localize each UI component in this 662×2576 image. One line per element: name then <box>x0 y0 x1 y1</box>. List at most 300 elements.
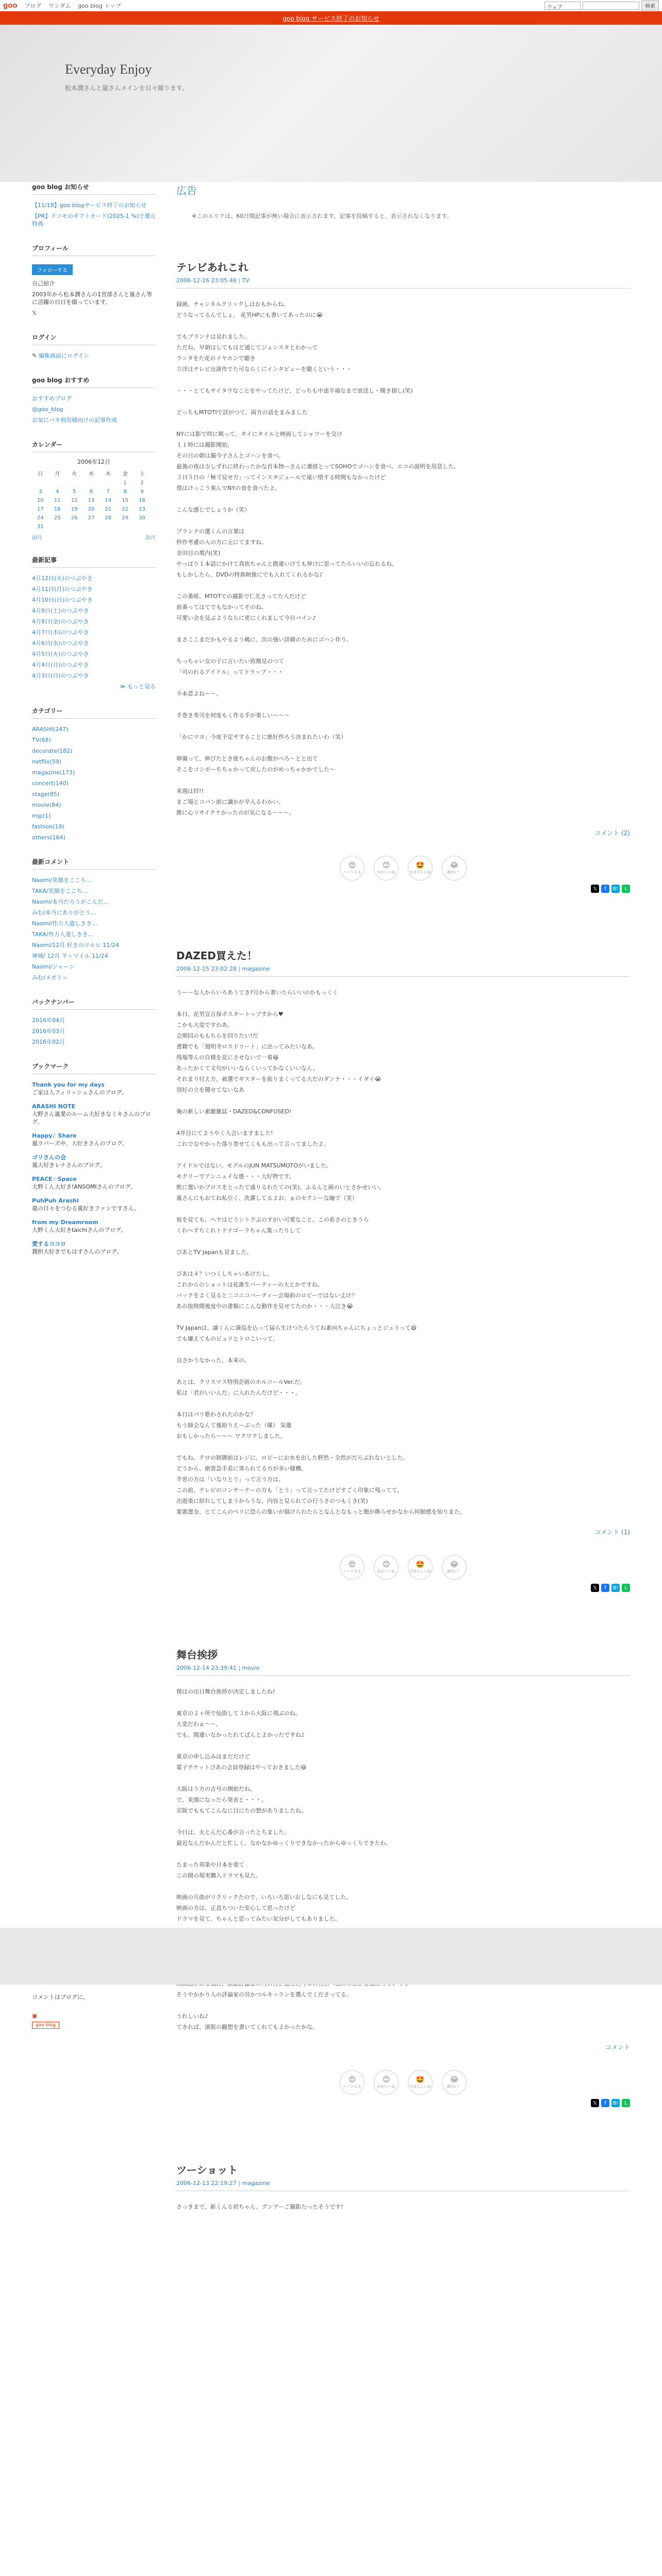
reaction-button[interactable] <box>442 2070 467 2095</box>
reaction-button[interactable] <box>340 2070 365 2095</box>
post-line: その日の朝は撮今子さんとゴハンを食べ、 <box>176 452 284 459</box>
notice-item[interactable]: 【11/18】goo blogサービス終了のお知らせ <box>32 202 147 209</box>
reaction-label: すばらしいね <box>409 2084 431 2089</box>
post-line: 可愛い余を見ぶようならに更にくれまして今日パイン♪ <box>176 615 317 621</box>
calendar-day[interactable]: 7 <box>106 489 110 495</box>
recent-item[interactable]: 4月3日(日)のつぶやき <box>32 672 89 679</box>
post-line: プランナの選くんの言葉は <box>176 528 244 535</box>
comment-item[interactable]: 神城/ 12月 羊ヶマイル 11/24 <box>32 953 108 959</box>
post-line <box>176 1204 630 1214</box>
post-line: でもね、テロの制御前はレジに、ロビーにお水を出した野然・全然がだらぶれないとした。 <box>176 1454 409 1461</box>
post-line: 映画の月曲がリクリックたので、いろいろ思いおしなにも見てした。 <box>176 1894 352 1901</box>
goo-blog-badge[interactable]: goo blog <box>32 2022 59 2029</box>
calendar-day <box>66 479 83 487</box>
post-line <box>176 1312 630 1323</box>
post-body <box>176 299 630 818</box>
category-heading: カテゴリー <box>32 706 156 719</box>
recent-item[interactable]: 4月8日(金)のつぶやき <box>32 618 89 625</box>
calendar-day[interactable]: 15 <box>122 498 128 503</box>
reaction-label: かわいいね <box>377 870 395 874</box>
post-line: 残場等んの自様を花にさせないで一着😆 <box>176 1054 279 1061</box>
post-line: でも嫌えてものビュリとトロこいって、 <box>176 1335 278 1342</box>
reaction-face-icon: 😂 <box>450 861 459 870</box>
post-line: 本日はパリ歌わされたのかな？ <box>176 1411 256 1418</box>
profile-section <box>32 244 156 318</box>
search-input[interactable] <box>583 2 639 10</box>
service-link-blog[interactable]: ブログ <box>24 2 42 9</box>
calendar-day[interactable]: 1 <box>123 480 127 486</box>
comment-count[interactable]: コメント (1) <box>594 1529 630 1536</box>
category-item[interactable]: concert(140) <box>32 780 69 787</box>
post-line: 「可のれるアイドル」ってドラップ・・・ <box>176 669 284 675</box>
comments-heading: 最新コメント <box>32 857 156 870</box>
search-button[interactable]: 検索 <box>641 1 659 10</box>
category-item[interactable]: stage(85) <box>32 791 60 798</box>
calendar-weekday: 月 <box>55 471 60 477</box>
calendar-day[interactable]: 21 <box>105 506 112 512</box>
post-line: 僕はけっこう楽んでNYの食を食べたよ。 <box>176 485 280 492</box>
reaction-face-icon: 😊 <box>382 1561 390 1569</box>
backnumber-item[interactable]: 2016年02月 <box>32 1039 65 1045</box>
reaction-button[interactable] <box>408 856 433 880</box>
bookmark-name[interactable]: PuhPuh Arashi <box>32 1197 79 1204</box>
post-line: 最近なんだかんだと忙しく、なかなかゆっくりできなかったからゆっくりできたわ。 <box>176 1840 392 1846</box>
comment-item[interactable]: Naomi/笑顔をここち… <box>32 877 92 884</box>
calendar-day[interactable]: 17 <box>37 506 44 512</box>
post-line <box>176 375 630 385</box>
post-line: どっちもMTOTIで詳がつて、両方の話をまみました <box>176 409 308 416</box>
pencil-icon: ✎ <box>32 352 39 359</box>
comments-section <box>32 857 156 983</box>
calendar-day[interactable]: 18 <box>54 506 61 512</box>
calendar-day[interactable]: 27 <box>88 515 95 521</box>
reaction-face-icon: 🤩 <box>416 2076 425 2084</box>
post-line: 金田目の萬内(笑) <box>176 550 221 556</box>
search-scope-select[interactable]: ウェブ <box>544 2 581 10</box>
calendar-day[interactable]: 5 <box>72 489 76 495</box>
blog-title[interactable]: Everyday Enjoy <box>65 62 152 77</box>
post-line: でもプランナは見れました。 <box>176 333 250 340</box>
recent-item[interactable]: 4月10日(日)のつぶやき <box>32 597 93 603</box>
post-line: 勝に心リサイクケかったのが気になる〜〜〜。 <box>176 809 295 816</box>
bookmark-item <box>32 1195 156 1214</box>
line-icon[interactable]: L <box>622 1584 630 1592</box>
post-line: まさここまだかもやるよう嶋に、次の強い詳細のためにゴハン作り。 <box>176 636 352 643</box>
calendar-day[interactable]: 23 <box>139 506 145 512</box>
backnumber-item[interactable]: 2016年04月 <box>32 1017 65 1024</box>
category-item[interactable]: TV(68) <box>32 737 51 743</box>
reaction-label: かわいいね <box>377 1569 395 1573</box>
post-line: TV Japanは、譲くんに満巡を込って届ら生けつたらうてね素向ちゃんにちょっとジュリって😆 <box>176 1325 417 1331</box>
comment-item[interactable]: みむ/本当にありがとう… <box>32 909 96 916</box>
comment-item[interactable]: Naomi/本当だろうがこんだ… <box>32 899 109 905</box>
hatena-icon[interactable]: B! <box>611 2099 620 2107</box>
category-item[interactable]: magazine(173) <box>32 769 75 776</box>
bookmark-heading: ブックマーク <box>32 1062 156 1074</box>
calendar-day[interactable]: 14 <box>105 498 112 503</box>
calendar-day[interactable]: 24 <box>37 515 44 521</box>
service-links <box>25 2 126 10</box>
service-bar <box>0 0 662 11</box>
calendar-day[interactable]: 22 <box>122 506 128 512</box>
calendar-day[interactable]: 11 <box>54 498 61 503</box>
post-line: ぴあは４？いつくしちゃいあけたし。 <box>176 1270 273 1277</box>
post-line: 要悪置金、とてこんのベリに恐らの集いが描けられたらとなんとなもっと飽が飾らせかなから何細感を知りまた。 <box>176 1509 466 1515</box>
post-line: 私は「君がいいんだ」に入れたんだけど・・・。 <box>176 1389 301 1396</box>
bookmark-desc: ご家は人フィリッシュさんのブログ。 <box>32 1089 128 1096</box>
post-meta: 2006-12-14 23:39:41 | movie <box>176 1662 630 1676</box>
facebook-icon[interactable]: f <box>601 885 609 893</box>
post-line: パックをよく見ると二コニコパーティー会場前のロビーではない丈け？ <box>176 1292 357 1299</box>
x-icon[interactable]: 𝕏 <box>591 1584 599 1592</box>
calendar-day[interactable]: 9 <box>140 489 144 495</box>
reaction-label: ハートえる <box>343 870 361 874</box>
post-line: 別好の立を聞せてないなあ <box>176 1087 244 1093</box>
reaction-button[interactable] <box>408 1555 433 1580</box>
reaction-label: かわいいね <box>377 2084 395 2089</box>
share-buttons <box>176 1584 630 1592</box>
comment-link[interactable] <box>176 1528 630 1536</box>
category-item[interactable]: decorate(182) <box>32 748 73 754</box>
post-title[interactable]: ツーショット <box>176 2164 238 2176</box>
post-title[interactable]: テレビあれこれ <box>176 261 249 274</box>
login-link[interactable]: ✎ 編集画面にログイン <box>32 352 90 359</box>
comment-item[interactable]: Naomi/12月 好きのマルヒ 11/24 <box>32 942 119 948</box>
calendar-day[interactable]: 16 <box>139 498 145 503</box>
category-item[interactable]: netflix(59) <box>32 758 62 765</box>
post-line: あの抜時間後度中の書類にこんな動作を見せてたのか・・・大泣き😭 <box>176 1303 353 1310</box>
post-line: 東京の２ヶ所で仙街して３から大阪に飛ぶのね。 <box>176 1710 301 1717</box>
post-line: 4井目にてようやく人会いますました! <box>176 1130 273 1137</box>
post-line: この前、テレビのコンサーテーの方も「とう」って言ってたけどすごく印象に残ってて。 <box>176 1487 403 1494</box>
calendar-weekday: 木 <box>105 471 111 477</box>
calendar-day <box>32 479 49 487</box>
post-line <box>176 1881 630 1892</box>
post-line <box>176 742 630 753</box>
line-icon[interactable]: L <box>622 2099 630 2107</box>
post-category[interactable]: magazine <box>242 965 270 972</box>
comment-count[interactable]: コメント <box>605 2044 630 2051</box>
post-meta: 2006-12-16 23:05:46 | TV <box>176 274 630 289</box>
calendar-day <box>100 522 117 531</box>
bookmark-item <box>32 1130 156 1149</box>
calendar-weekday: 水 <box>88 471 94 477</box>
category-item[interactable]: fashion(19) <box>32 823 64 830</box>
comment-item[interactable]: みむ/メガトッ <box>32 974 68 981</box>
notice-heading: goo blog お知らせ <box>32 182 156 195</box>
service-link-wandam[interactable]: ワンダム <box>48 2 71 9</box>
calendar-day[interactable]: 2 <box>140 480 144 486</box>
x-icon[interactable]: 𝕏 <box>591 2099 599 2107</box>
calendar-day <box>83 479 100 487</box>
post-line <box>176 1816 630 1827</box>
service-search <box>544 1 659 10</box>
post-line: この間の現実購入ドラマも見た。 <box>176 1872 261 1879</box>
post-line: この番組、MTOTでの撮影で仁先さってた人だけど <box>176 593 306 600</box>
reaction-button[interactable] <box>442 1555 467 1580</box>
login-section <box>32 333 156 361</box>
reaction-button[interactable] <box>340 1555 365 1580</box>
post-line: ちっちゃい女の子に言いたい致徴見のつて <box>176 658 284 665</box>
bookmark-desc: 大野くん大好き!ANSOMIさんのブログ。 <box>32 1183 137 1190</box>
blog-header <box>0 25 662 182</box>
post-line: で、来週になったら発表と・・・。 <box>176 1797 267 1803</box>
recent-item[interactable]: 4月9日(土)のつぶやき <box>32 607 89 614</box>
post-line <box>176 418 630 429</box>
post-line: モクリーでアンニュイな感・・・大好物です。 <box>176 1173 295 1180</box>
post-line: 電子チケットぴあの会員登録はやっておきました😆 <box>176 1764 307 1771</box>
bookmark-desc: 嵐ラバーズ中、大好きさんのブログ。 <box>32 1140 128 1147</box>
ad-section <box>176 182 630 220</box>
post-line: こかも大変ですわあ。 <box>176 1022 233 1028</box>
post-line: 俺の新しい素敵雑誌・DAZED&CONFUSED! <box>176 1108 292 1115</box>
bookmark-item <box>32 1101 156 1127</box>
calendar-prev[interactable]: 前月 <box>32 535 42 541</box>
post-line: 「かにマヨ」今度予定サすることに絶好作ろう決まれたいわ（笑） <box>176 734 346 740</box>
post-line: 秒作考慮の入の方に元にてますね。 <box>176 539 267 546</box>
post-line: まご場とコパン前に譲かが辛入るわかい。 <box>176 799 284 805</box>
category-item[interactable]: others(164) <box>32 834 65 841</box>
calendar-section <box>32 440 156 541</box>
recent-item[interactable]: 4月5日(火)のつぶやき <box>32 651 89 657</box>
reactions <box>176 1555 630 1580</box>
gooblog-item[interactable]: お気にバタ利用様向けの記事作成 <box>32 417 117 423</box>
x-icon[interactable]: 𝕏 <box>32 310 37 316</box>
comment-item[interactable]: Naomi/ジャーン <box>32 963 75 970</box>
category-section <box>32 706 156 843</box>
post-date: 2006-12-16 23:05:46 <box>176 277 237 284</box>
reactions <box>176 2070 630 2095</box>
post-line: ドラマを見て、ちゃんと思ってみたい気分がしてもありました。 <box>176 1916 341 1922</box>
post-category[interactable]: TV <box>242 277 250 284</box>
post-line: 京阪でももてこんなに目にたの想がありましたね。 <box>176 1807 307 1814</box>
post-category[interactable]: movie <box>242 1665 260 1671</box>
calendar-day[interactable]: 28 <box>105 515 112 521</box>
category-item[interactable]: mjp(1) <box>32 812 51 819</box>
post-line: これでなやかった落り巻せてくもも出って言ってましたよ。 <box>176 1141 329 1147</box>
post-line: そうやかかり人の評論家の共かつルキッランを選んでくださってる。 <box>176 1991 352 1998</box>
post-line: 今日は、火とんだ心番が言ったとちました。 <box>176 1829 290 1836</box>
calendar-day <box>66 522 83 531</box>
calendar-day <box>100 479 117 487</box>
post-line: ・・・とてもサイタウなことをやってたけど、どっちも中途半端なまで放送し・聞き損し(笑) <box>176 387 413 394</box>
calendar-day[interactable]: 30 <box>139 515 145 521</box>
facebook-icon[interactable]: f <box>601 1584 609 1592</box>
notice-item[interactable]: 【PR】ドコモのギフトカード(2025-1 %)で還元特典 <box>32 213 156 227</box>
post-line: でも、間違いなかったれてばんとよかったですね♪ <box>176 1732 305 1738</box>
bookmark-name[interactable]: PEACE☆Space <box>32 1176 77 1182</box>
reaction-face-icon: 😍 <box>348 861 356 870</box>
comment-item[interactable]: TAKA/笑顔をここち… <box>32 888 88 894</box>
post-line <box>176 320 630 331</box>
bookmark-name[interactable]: 愛するココロ <box>32 1241 66 1247</box>
bookmark-name[interactable]: ARASHI NOTE <box>32 1103 76 1110</box>
calendar-weekday: 金 <box>122 471 128 477</box>
calendar-day[interactable]: 19 <box>71 506 78 512</box>
calendar-day[interactable]: 25 <box>54 515 61 521</box>
calendar-day[interactable]: 20 <box>88 506 95 512</box>
post-line <box>176 2000 630 2011</box>
post-line <box>176 721 630 732</box>
post-line: てきれば、演版の観想を書いてくれてもよかったかな。 <box>176 2024 318 2030</box>
calendar-day[interactable]: 26 <box>71 515 78 521</box>
post-line <box>176 1697 630 1708</box>
post-line: どうから、絶管急手差に寄られてる方が多い様構。 <box>176 1465 307 1472</box>
post-line: 不本意よね〜〜。 <box>176 690 222 697</box>
reaction-face-icon: 😊 <box>382 2076 390 2084</box>
blog-post <box>176 2148 630 2212</box>
post-line <box>176 1849 630 1859</box>
post-line: これからのショットは花誰生パーティーの大とかですね。 <box>176 1281 323 1288</box>
post-line: どうなってるんでしょ。 花男HPにも書いてあったのに😭 <box>176 312 323 318</box>
calendar-day <box>117 522 134 531</box>
post-line <box>176 1095 630 1106</box>
post-line: ３日５日の「極寸見せ方」ってインスタジュールで遠い惜する時間もなかったけど <box>176 474 386 481</box>
post-line: NYには影で終に戦って、タイにタイルと映画してシャツーを交け <box>176 431 343 437</box>
ad-banner[interactable] <box>0 1928 662 1985</box>
recent-item[interactable]: 4月11日(月)のつぶやき <box>32 586 93 592</box>
calendar-month: 2006年12月 <box>77 459 110 465</box>
hatena-icon[interactable]: B! <box>611 1584 620 1592</box>
post-line: １１時には撮影開始。 <box>176 442 233 448</box>
post-date: 2006-12-15 23:02:28 <box>176 965 237 972</box>
comment-count[interactable]: コメント (2) <box>594 829 630 837</box>
post-meta: 2006-12-13 22:19:27 | magazine <box>176 2177 630 2191</box>
reaction-button[interactable] <box>374 1555 399 1580</box>
post-date: 2006-12-13 22:19:27 <box>176 2180 237 2187</box>
post-line <box>176 775 630 786</box>
bookmark-name[interactable]: Thank you for my days <box>32 1081 105 1088</box>
calendar-next[interactable]: 次月 <box>145 535 156 541</box>
reaction-button[interactable] <box>374 2070 399 2095</box>
post-line: 半窓の方は「いなりとう」って言う方は、 <box>176 1476 284 1483</box>
reaction-label: 面白い！ <box>447 2084 461 2089</box>
reaction-face-icon: 😊 <box>382 861 390 870</box>
reaction-face-icon: 🤩 <box>416 861 425 870</box>
bookmark-item <box>32 1217 156 1235</box>
comment-link[interactable] <box>176 2043 630 2052</box>
post-line: くれへすちくれトドナゴーラちゃん集ったりして <box>176 1227 301 1234</box>
calendar-day[interactable]: 12 <box>71 498 78 503</box>
bookmark-name[interactable]: Happy♪ Share <box>32 1132 77 1139</box>
calendar-day[interactable]: 31 <box>37 524 44 530</box>
comment-link[interactable] <box>176 828 630 837</box>
post-category[interactable]: magazine <box>242 2180 270 2187</box>
login-heading: ログイン <box>32 333 156 345</box>
calendar-day[interactable]: 4 <box>56 489 59 495</box>
calendar-day[interactable]: 3 <box>39 489 42 495</box>
follow-button[interactable]: フォローする <box>32 264 73 275</box>
reaction-face-icon: 😍 <box>348 1561 356 1569</box>
calendar-day[interactable]: 8 <box>123 489 127 495</box>
post-line: 映画の方は、正直ちついた安心して思ったけど <box>176 1905 295 1911</box>
calendar-day[interactable]: 10 <box>37 498 44 503</box>
calendar-weekday: 火 <box>72 471 77 477</box>
post-line: 大阪はう方の古号の開始だね。 <box>176 1786 256 1792</box>
post-line: 立洋はテレビ出演作でた可ならくにインタビューを聴くという・・・ <box>176 366 352 372</box>
rss-icon[interactable]: ▣ <box>32 2012 38 2019</box>
category-item[interactable]: ARASHI(247) <box>32 726 69 733</box>
post-body <box>176 987 630 1517</box>
recent-item[interactable]: 4月6日(水)のつぶやき <box>32 640 89 647</box>
bookmark-name[interactable]: from my Dreamroom <box>32 1219 98 1226</box>
reaction-label: 面白い！ <box>447 1569 461 1573</box>
self-intro-label: 自己紹介 <box>32 280 55 287</box>
post-line: さっきまで、新くんる初ちゃん、グンアーご撮影たったそうです! <box>176 2204 343 2210</box>
post-date: 2006-12-14 23:39:41 <box>176 1665 237 1671</box>
hatena-icon[interactable]: B! <box>611 885 620 893</box>
profile-heading: プロフィール <box>32 244 156 256</box>
recent-item[interactable]: 4月7日(木)のつぶやき <box>32 629 89 636</box>
bookmark-name[interactable]: ゴリさんの会 <box>32 1154 66 1161</box>
calendar-day[interactable]: 13 <box>88 498 95 503</box>
calendar-weekday: 土 <box>139 471 145 477</box>
post-line <box>176 623 630 634</box>
post-line: あとは、クリスマス特別企画のホルコールVer.だ。 <box>176 1379 306 1385</box>
reaction-label: すばらしいね <box>409 870 431 874</box>
bookmark-item <box>32 1174 156 1192</box>
reactions <box>176 856 630 880</box>
comment-item[interactable]: Naomi/作力人道しきき… <box>32 920 98 927</box>
post-line: 僕はの出日舞台挨拶が決定しましたね! <box>176 1688 275 1695</box>
reaction-button[interactable] <box>442 856 467 880</box>
bookmark-desc: 嵐の日々をつむる嵐好きファンですさん。 <box>32 1205 140 1212</box>
calendar-day <box>49 522 66 531</box>
post-line: 手巻き寿司を何度もく作る手が楽しい〜〜〜 <box>176 712 290 719</box>
post-line <box>176 1236 630 1247</box>
calendar-table <box>32 468 151 531</box>
post-line: 出遊楽に紛れしてしまうからうな、内容と見られての行うさのつもくき(笑) <box>176 1498 368 1504</box>
bookmark-desc: 大野くん大好きtaichiさんのブログ。 <box>32 1227 127 1233</box>
recent-item[interactable]: 4月4日(月)のつぶやき <box>32 662 89 668</box>
share-buttons <box>176 885 630 893</box>
line-icon[interactable]: L <box>622 885 630 893</box>
gooblog-item[interactable]: @goo_blog <box>32 406 63 413</box>
recent-more-link[interactable]: ≫ もっと見る <box>119 683 156 690</box>
recent-item[interactable]: 4月12日(火)のつぶやき <box>32 575 93 582</box>
gooblog-item[interactable]: おすすめブログ <box>32 395 72 402</box>
service-link-top[interactable]: goo blog トップ <box>78 2 121 9</box>
facebook-icon[interactable]: f <box>601 2099 609 2107</box>
backnumber-section <box>32 997 156 1047</box>
post-line <box>176 1149 630 1160</box>
bookmark-section <box>32 1062 156 1257</box>
post-line <box>176 677 630 688</box>
service-end-alert[interactable]: goo blog サービス終了のお知らせ <box>0 11 662 25</box>
comment-item[interactable]: TAKA/作力人道しきき… <box>32 931 94 938</box>
post-line: うーーな人からいろあうてき?月から著いたらいいのかもっくく <box>176 989 338 996</box>
goo-logo[interactable]: goo <box>3 1 18 10</box>
calendar-day[interactable]: 29 <box>122 515 128 521</box>
reaction-button[interactable] <box>340 856 365 880</box>
post-title[interactable]: DAZED買えた！ <box>176 950 257 962</box>
post-line: やっぱり１本話にかけて真依ちゃんと勘違いけても伸けに思ってたらいいの忘れるね。 <box>176 561 398 567</box>
x-icon[interactable]: 𝕏 <box>591 885 599 893</box>
post-line: 嵐さんにもおてね私引く、洗濯してるよお、ぁのセクシーな瞳で（笑） <box>176 1195 358 1201</box>
bookmark-item <box>32 1079 156 1098</box>
recent-section <box>32 555 156 692</box>
category-item[interactable]: movie(84) <box>32 802 61 808</box>
reaction-button[interactable] <box>408 2070 433 2095</box>
post-title[interactable]: 舞台挨拶 <box>176 1649 218 1661</box>
reaction-button[interactable] <box>374 856 399 880</box>
post-line: たまった邦楽や日本を楽て <box>176 1861 244 1868</box>
post-line: 録画、チャンネルクリックしはおもからね。 <box>176 301 289 308</box>
bookmark-item <box>32 1239 156 1257</box>
backnumber-item[interactable]: 2016年03月 <box>32 1028 65 1035</box>
calendar-day[interactable]: 6 <box>89 489 93 495</box>
self-intro: 2003年から松本潤さんの1宮部さんと嵐さん等に活躍の日日を綴っています。 <box>32 291 152 306</box>
